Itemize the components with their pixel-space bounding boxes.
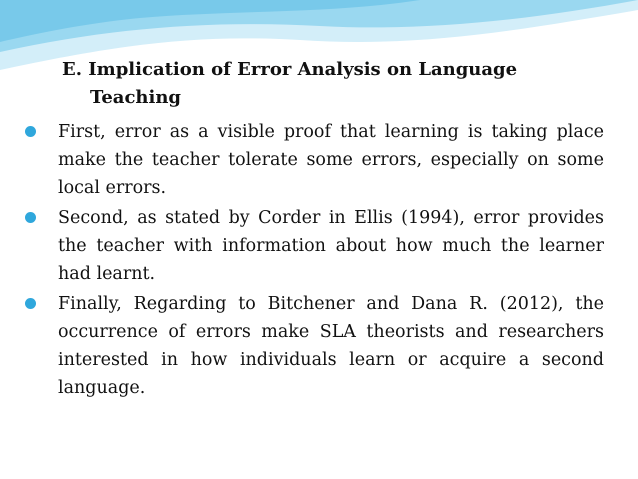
title-line-1: E. Implication of Error Analysis on Language xyxy=(62,59,518,80)
bullet-item xyxy=(22,204,604,288)
bullet-text: Second, as stated by Corder in Ellis (1994), error provides the teacher with information about how much the learner had learnt. xyxy=(58,208,604,284)
bullet-icon xyxy=(24,290,40,318)
bullet-item xyxy=(22,118,604,202)
bullet-text: First, error as a visible proof that learning is taking place make the teacher tolerate some errors, especially on some local errors. xyxy=(58,122,604,198)
slide-title xyxy=(62,56,622,112)
bullet-list xyxy=(22,118,604,404)
title-line-2: Teaching xyxy=(90,87,182,108)
bullet-item xyxy=(22,290,604,402)
bullet-text: Finally, Regarding to Bitchener and Dana R. (2012), the occurrence of errors make SLA theorists and researchers interested in how individuals learn or acquire a second language. xyxy=(58,294,604,398)
bullet-icon xyxy=(24,118,40,146)
bullet-icon xyxy=(24,204,40,232)
